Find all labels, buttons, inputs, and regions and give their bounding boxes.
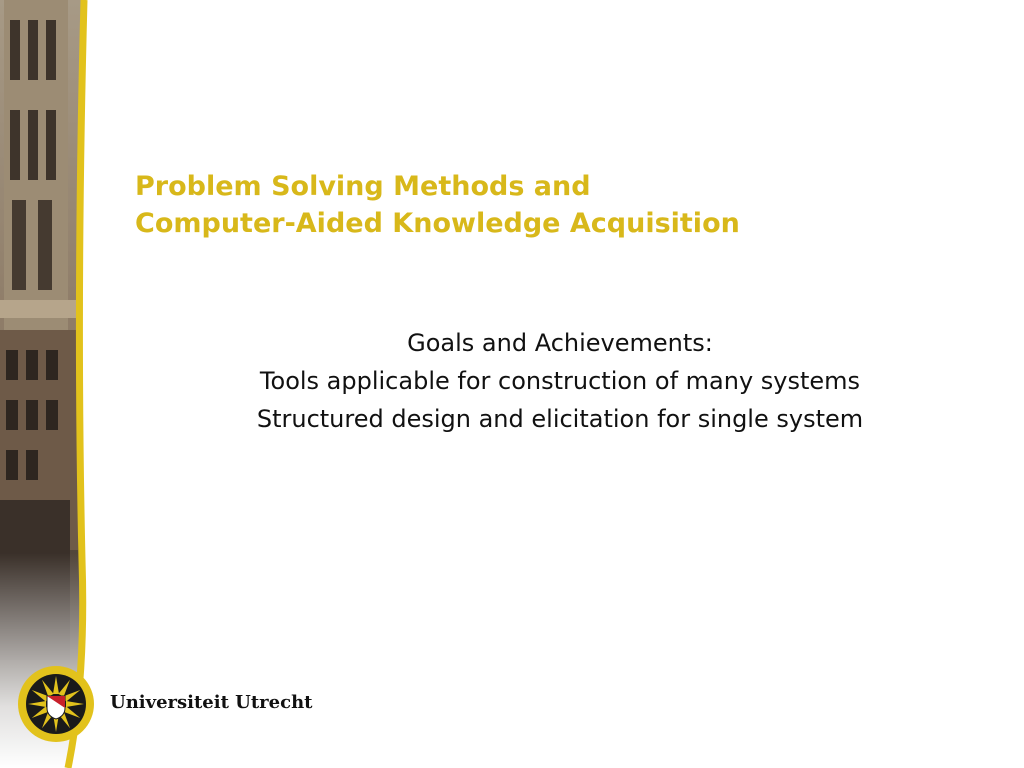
slide-body [160,324,960,438]
dom-tower-photo [0,0,100,768]
university-logo [16,664,316,744]
university-name: Universiteit Utrecht [110,692,313,713]
slide-title-line-2: Computer-Aided Knowledge Acquisition [135,208,740,239]
body-line-2: Tools applicable for construction of many systems [259,367,861,395]
body-line-1: Goals and Achievements: [407,329,713,357]
sun-seal-icon [16,664,96,744]
slide-title-line-1: Problem Solving Methods and [135,171,591,202]
body-line-3: Structured design and elicitation for single system [256,405,864,433]
slide-title [135,168,995,242]
